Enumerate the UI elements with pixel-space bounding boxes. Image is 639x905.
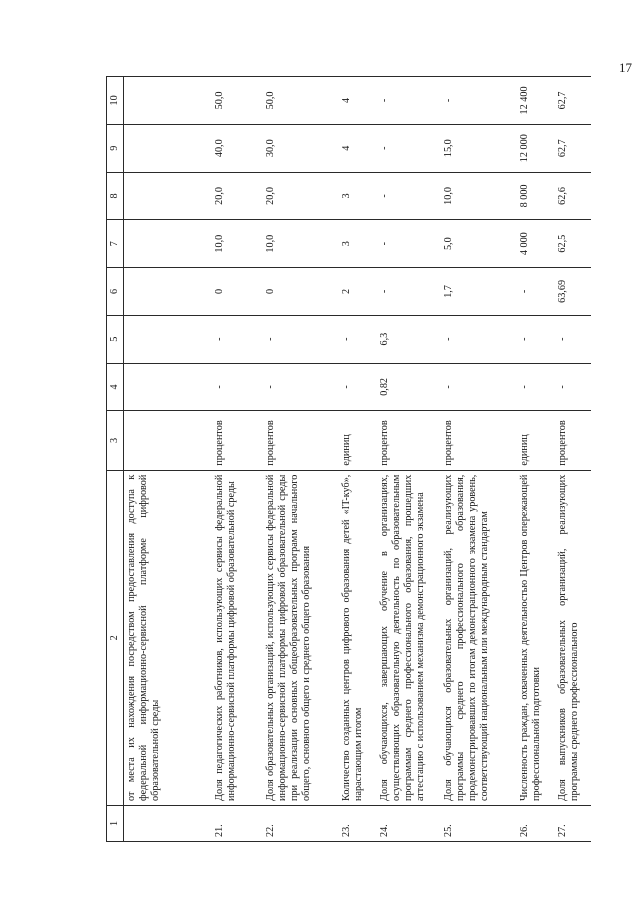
value-cell: - xyxy=(263,315,339,363)
value-cell: 2 xyxy=(339,268,377,316)
value-cell: 4 xyxy=(339,77,377,125)
table-row xyxy=(517,77,555,842)
value-cell: - xyxy=(377,77,441,125)
value-cell: 30,0 xyxy=(263,124,339,172)
value-cell: 10,0 xyxy=(212,220,263,268)
value-cell: - xyxy=(517,363,555,411)
value-cell: 0 xyxy=(263,268,339,316)
value-cell: - xyxy=(555,363,591,411)
value-cell xyxy=(124,315,212,363)
row-number xyxy=(124,805,212,841)
indicators-table xyxy=(106,76,591,842)
value-cell xyxy=(124,363,212,411)
table-row xyxy=(212,77,263,842)
column-header: 2 xyxy=(107,470,124,805)
value-cell: 6,3 xyxy=(377,315,441,363)
row-number: 25. xyxy=(441,805,517,841)
value-cell: - xyxy=(212,363,263,411)
row-number: 23. xyxy=(339,805,377,841)
table-header-row xyxy=(107,77,124,842)
value-cell: 62,6 xyxy=(555,172,591,220)
value-cell: 3 xyxy=(339,220,377,268)
indicator-name: Доля образовательных организаций, использующих сервисы федеральной информационно-сервисной платформы цифровой образовательной среды при реализации основных общеобразовательных программ начального общего, основного общего и среднего общего образования xyxy=(263,470,339,805)
value-cell: - xyxy=(377,268,441,316)
row-number: 22. xyxy=(263,805,339,841)
value-cell: 3 xyxy=(339,172,377,220)
unit-cell: процентов xyxy=(212,411,263,470)
column-header: 9 xyxy=(107,124,124,172)
table-row xyxy=(555,77,591,842)
value-cell: 8 000 xyxy=(517,172,555,220)
indicator-name: Доля выпускников образовательных организаций, реализующих программы среднего профессионального xyxy=(555,470,591,805)
unit-cell: единиц xyxy=(517,411,555,470)
indicator-name: Численность граждан, охваченных деятельностью Центров опережающей профессиональной подготовки xyxy=(517,470,555,805)
value-cell: 62,7 xyxy=(555,77,591,125)
value-cell: - xyxy=(377,220,441,268)
unit-cell: процентов xyxy=(377,411,441,470)
value-cell: 0,82 xyxy=(377,363,441,411)
table-row xyxy=(339,77,377,842)
row-number: 26. xyxy=(517,805,555,841)
unit-cell xyxy=(124,411,212,470)
value-cell: - xyxy=(441,315,517,363)
column-header: 5 xyxy=(107,315,124,363)
value-cell: 20,0 xyxy=(263,172,339,220)
value-cell xyxy=(124,124,212,172)
value-cell: - xyxy=(441,77,517,125)
indicator-name: Доля педагогических работников, использующих сервисы федеральной информационно-сервисной платформы цифровой образовательной среды xyxy=(212,470,263,805)
value-cell: 10,0 xyxy=(441,172,517,220)
unit-cell: единиц xyxy=(339,411,377,470)
value-cell xyxy=(124,268,212,316)
column-header: 4 xyxy=(107,363,124,411)
indicator-name: от места их нахождения посредством предоставления доступа к федеральной информационно-сервисной платформе цифровой образовательной среды xyxy=(124,470,212,805)
table-row xyxy=(263,77,339,842)
value-cell xyxy=(124,172,212,220)
value-cell: 62,7 xyxy=(555,124,591,172)
value-cell: - xyxy=(517,315,555,363)
value-cell: 5,0 xyxy=(441,220,517,268)
column-header: 6 xyxy=(107,268,124,316)
row-number: 27. xyxy=(555,805,591,841)
table-row xyxy=(377,77,441,842)
unit-cell: процентов xyxy=(263,411,339,470)
column-header: 10 xyxy=(107,77,124,125)
value-cell: 50,0 xyxy=(263,77,339,125)
value-cell: - xyxy=(517,268,555,316)
value-cell xyxy=(124,220,212,268)
value-cell: 12 400 xyxy=(517,77,555,125)
value-cell: - xyxy=(263,363,339,411)
value-cell: - xyxy=(377,124,441,172)
value-cell: - xyxy=(339,363,377,411)
value-cell: - xyxy=(339,315,377,363)
table-row xyxy=(124,77,212,842)
indicator-name: Доля обучающихся, завершающих обучение в организациях, осуществляющих образовательную деятельность по образовательным программам среднего профессионального образования, прошедших аттестацию с использованием механизма демонстрационного экзамена xyxy=(377,470,441,805)
indicator-name: Количество созданных центров цифрового образования детей «IT-куб», нарастающим итогом xyxy=(339,470,377,805)
value-cell: 4 000 xyxy=(517,220,555,268)
value-cell: 0 xyxy=(212,268,263,316)
value-cell: 15,0 xyxy=(441,124,517,172)
value-cell: 10,0 xyxy=(263,220,339,268)
value-cell: - xyxy=(377,172,441,220)
column-header: 3 xyxy=(107,411,124,470)
indicator-name: Доля обучающихся образовательных организаций, реализующих программы среднего профессионального образования, продемонстрировавших по итогам демонстрационного экзамена уровень, соответствующий национальным или международным стандартам xyxy=(441,470,517,805)
column-header: 8 xyxy=(107,172,124,220)
value-cell: - xyxy=(555,315,591,363)
value-cell: - xyxy=(441,363,517,411)
value-cell: 63,69 xyxy=(555,268,591,316)
value-cell xyxy=(124,77,212,125)
value-cell: 50,0 xyxy=(212,77,263,125)
unit-cell: процентов xyxy=(441,411,517,470)
value-cell: 4 xyxy=(339,124,377,172)
row-number: 21. xyxy=(212,805,263,841)
value-cell: 1,7 xyxy=(441,268,517,316)
column-header: 7 xyxy=(107,220,124,268)
column-header: 1 xyxy=(107,805,124,841)
value-cell: 62,5 xyxy=(555,220,591,268)
table-row xyxy=(441,77,517,842)
value-cell: 20,0 xyxy=(212,172,263,220)
value-cell: 12 000 xyxy=(517,124,555,172)
page-number: 17 xyxy=(619,60,632,75)
rotated-table-container xyxy=(106,76,581,842)
unit-cell: процентов xyxy=(555,411,591,470)
value-cell: - xyxy=(212,315,263,363)
value-cell: 40,0 xyxy=(212,124,263,172)
row-number: 24. xyxy=(377,805,441,841)
